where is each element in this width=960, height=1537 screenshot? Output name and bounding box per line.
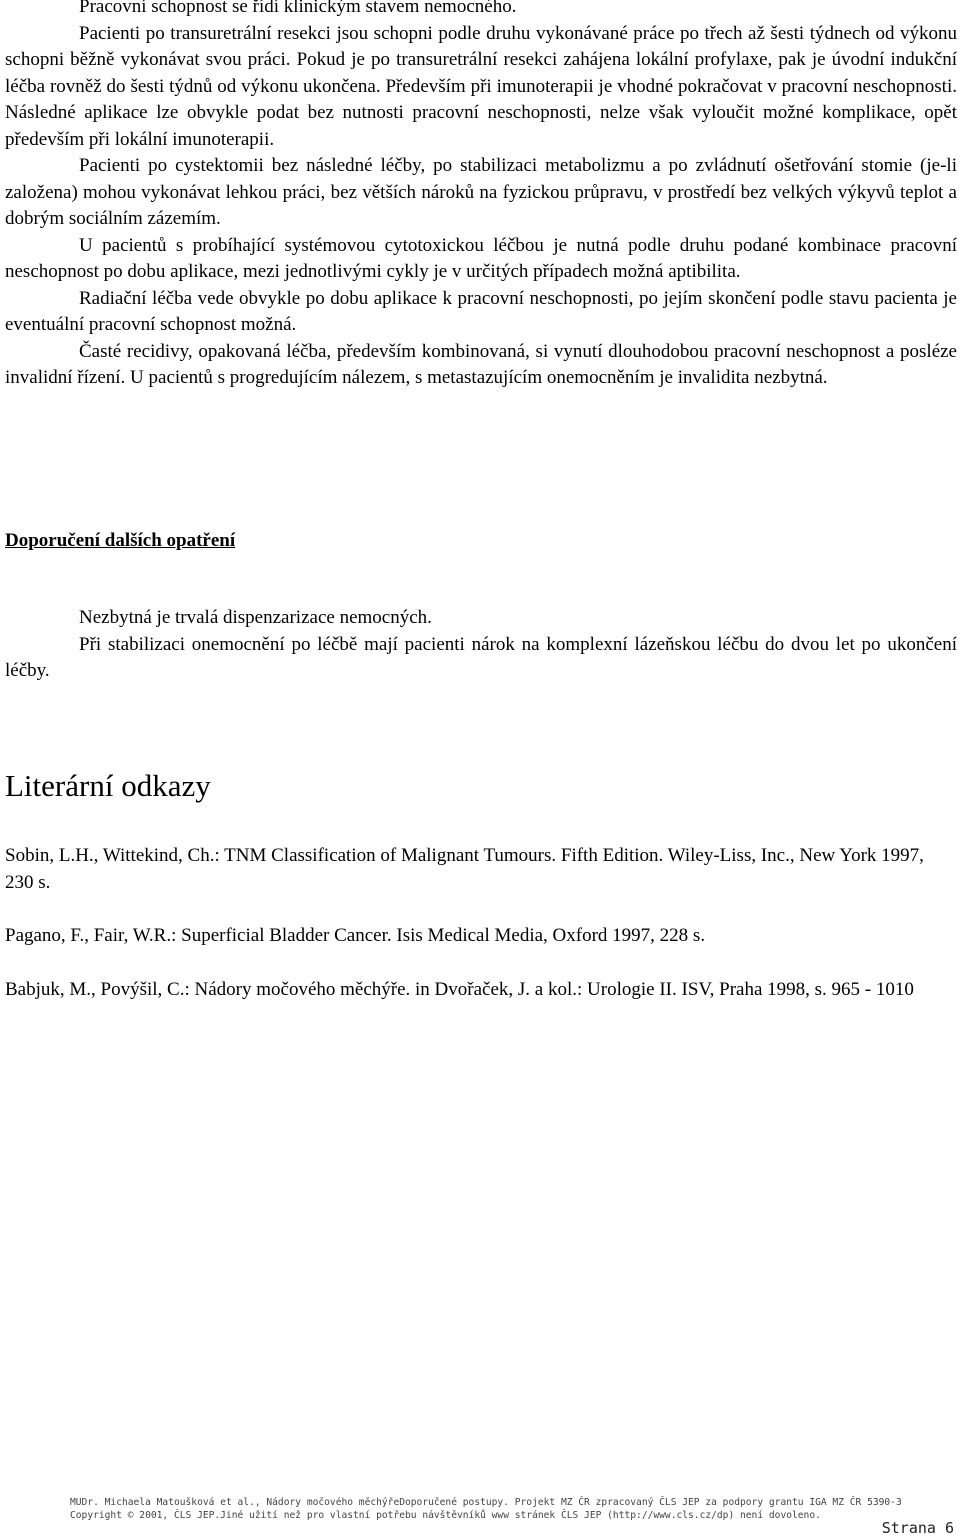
reference-item: Pagano, F., Fair, W.R.: Superficial Bladder Cancer. Isis Medical Media, Oxford 1997, 228 s. bbox=[5, 925, 706, 946]
paragraph-transurethral: Pacienti po transuretrální resekci jsou schopni podle druhu vykonávané práce po třech až šesti týdnech od výkonu schopni běžně vykonávat svou práci. Pokud je po transuretrální resekci zahájena lokální profylaxe, pak je úvodní indukční léčba rovněž do šesti týdnů od výkonu ukončena. Především při imunoterapii je vhodné pokračovat v pracovní neschopnosti. Následné aplikace lze obvykle podat bez nutnosti pracovní neschopnosti, nelze však vyloučit možné komplikace, opět především při lokální imunoterapii. bbox=[5, 22, 957, 150]
paragraph-cystectomy: Pacienti po cystektomii bez následné léčby, po stabilizaci metabolizmu a po zvládnutí ošetřování stomie (je-li založena) mohou vykonávat lehkou práci, bez větších nároků na fyzickou průpravu, v prostředí bez velkých výkyvů teplot a dobrým sociálním zázemím. bbox=[5, 155, 957, 229]
literature-refs bbox=[5, 843, 957, 1003]
page-footer bbox=[70, 1496, 950, 1522]
paragraph-dispensary: Nezbytná je trvalá dispenzarizace nemocných. bbox=[79, 607, 432, 628]
paragraph-spa: Při stabilizaci onemocnění po léčbě mají pacienti nárok na komplexní lázeňskou léčbu do dvou let po ukončení léčby. bbox=[5, 633, 957, 681]
paragraph-radiation: Radiační léčba vede obvykle po dobu aplikace k pracovní neschopnosti, po jejím skončení podle stavu pacienta je eventuální pracovní schopnost možná. bbox=[5, 287, 957, 335]
footer-citation: MUDr. Michaela Matoušková et al., Nádory močového měchýřeDoporučené postupy. Projekt MZ ČR zpracovaný ČLS JEP za podpory grantu IGA MZ ČR 5390-3 bbox=[70, 1497, 902, 1508]
page-number: Strana 6 bbox=[881, 1519, 954, 1537]
recommendations-section bbox=[5, 528, 957, 554]
literature-section bbox=[5, 768, 957, 804]
recommendations-text bbox=[5, 605, 957, 685]
section-heading-recommendations: Doporučení dalších opatření bbox=[5, 530, 236, 551]
footer-copyright: Copyright © 2001, ČLS JEP.Jiné užití než pro vlastní potřebu návštěvníků www stránek ČLS JEP (http://www.cls.cz/dp) není dovoleno. bbox=[70, 1510, 821, 1521]
paragraph-cytotoxic: U pacientů s probíhající systémovou cytotoxickou léčbou je nutná podle druhu podané kombinace pracovní neschopnost po dobu aplikace, mezi jednotlivými cykly je v určitých případech možná aptibilita. bbox=[5, 234, 957, 282]
literature-heading: Literární odkazy bbox=[5, 768, 211, 803]
reference-item: Babjuk, M., Povýšil, C.: Nádory močového měchýře. in Dvořaček, J. a kol.: Urologie II. ISV, Praha 1998, s. 965 - 1010 bbox=[5, 978, 914, 1000]
paragraph-recurrence: Časté recidivy, opakovaná léčba, především kombinovaná, si vynutí dlouhodobou pracovní neschopnost a posléze invalidní řízení. U pacientů s progredujícím nálezem, s metastazujícím onemocněním je invalidita nezbytná. bbox=[5, 340, 957, 388]
paragraph-work-ability: Pracovní schopnost se řídí klinickým stavem nemocného. bbox=[79, 0, 517, 17]
reference-item: Sobin, L.H., Wittekind, Ch.: TNM Classification of Malignant Tumours. Fifth Edition. Wiley-Liss, Inc., New York 1997, 230 s. bbox=[5, 845, 924, 893]
top-text-block bbox=[5, 0, 957, 392]
